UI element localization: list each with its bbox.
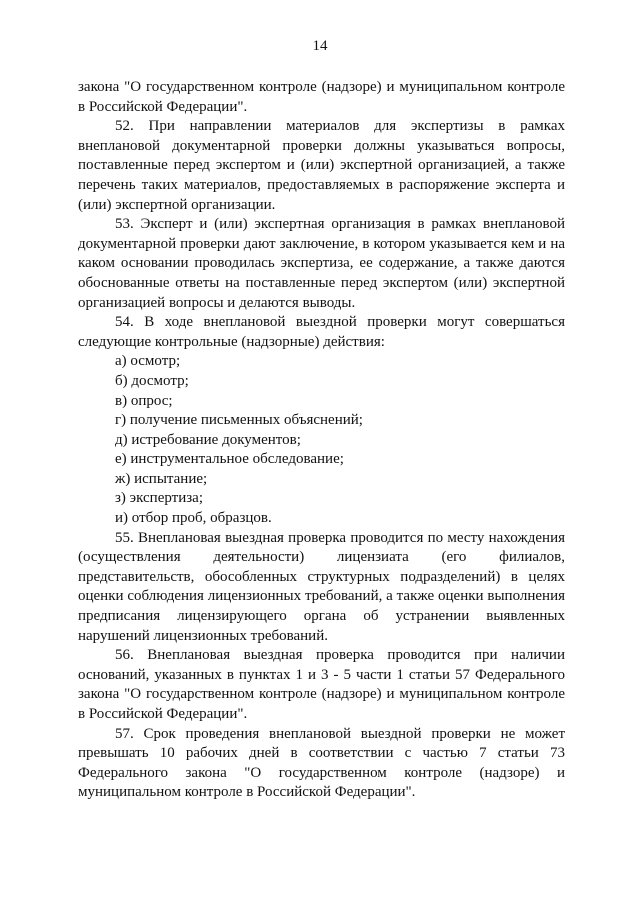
list-item-g: г) получение письменных объяснений; xyxy=(115,412,363,429)
paragraph-continuation: закона "О государственном контроле (надзоре) и муниципальном контроле в Российской Федерации". xyxy=(78,79,565,115)
list-item-i: и) отбор проб, образцов. xyxy=(115,510,272,527)
list-item-z: з) экспертиза; xyxy=(115,490,204,507)
list-item-v: в) опрос; xyxy=(115,392,173,409)
paragraph-54: 54. В ходе внеплановой выездной проверки могут совершаться следующие контрольные (надзорные) действия: xyxy=(78,314,565,350)
list-item-b: б) досмотр; xyxy=(115,372,189,389)
list-item-d: д) истребование документов; xyxy=(115,431,301,448)
list-item-a: а) осмотр; xyxy=(115,353,181,370)
paragraph-56: 56. Внеплановая выездная проверка проводится при наличии оснований, указанных в пунктах 1 и 3 - 5 части 1 статьи 57 Федерального закона "О государственном контроле (надзоре) и муниципальном контроле в Российской Федерации". xyxy=(78,647,565,722)
paragraph-55: 55. Внеплановая выездная проверка проводится по месту нахождения (осуществления деятельности) лицензиата (его филиалов, представительств, обособленных структурных подразделений) в целях оценки соблюдения лицензионных требований, а также оценки выполнения предписания лицензирующего органа об устранении выявленных нарушений лицензионных требований. xyxy=(78,529,565,644)
paragraph-53: 53. Эксперт и (или) экспертная организация в рамках внеплановой документарной проверки дают заключение, в котором указывается кем и на каком основании проводилась экспертиза, ее содержание, а также даются обоснованные ответы на поставленные перед экспертом (или) экспертной организацией вопросы и делаются выводы. xyxy=(78,216,565,311)
page-number: 14 xyxy=(312,38,328,54)
document-body xyxy=(78,78,565,803)
paragraph-52: 52. При направлении материалов для экспертизы в рамках внеплановой документарной проверки должны указываться вопросы, поставленные перед экспертом и (или) экспертной организацией, а также перечень таких материалов, предоставляемых в распоряжение эксперта и (или) экспертной организации. xyxy=(78,118,565,213)
paragraph-57: 57. Срок проведения внеплановой выездной проверки не может превышать 10 рабочих дней в соответствии с частью 7 статьи 73 Федерального закона "О государственном контроле (надзоре) и муниципальном контроле в Российской Федерации". xyxy=(78,725,565,801)
list-item-zh: ж) испытание; xyxy=(115,470,208,487)
list-item-e: е) инструментальное обследование; xyxy=(115,451,344,468)
